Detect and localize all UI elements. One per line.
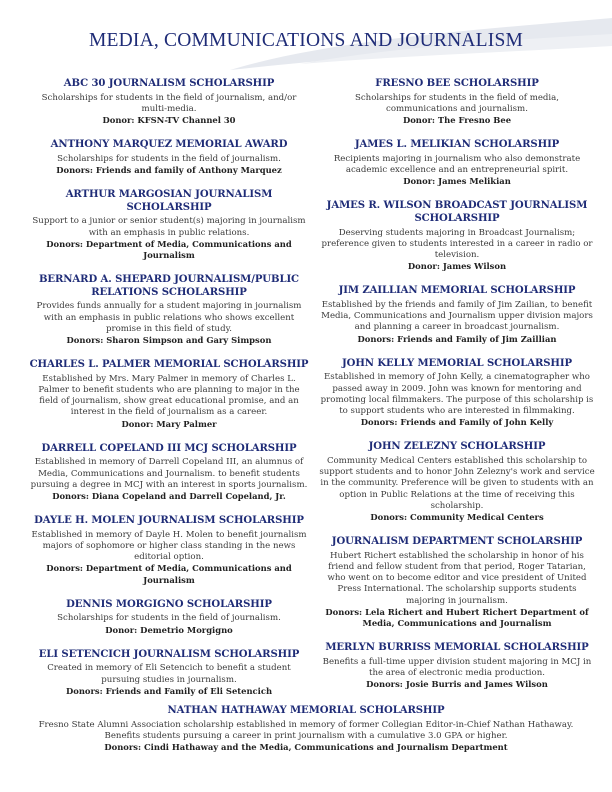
scholarship-title: MERLYN BURRISS MEMORIAL SCHOLARSHIP	[325, 642, 589, 654]
scholarship-entry	[28, 139, 310, 176]
scholarship-entry	[318, 536, 596, 629]
scholarship-description: Recipients majoring in journalism who also demonstrate academic excellence and an entrepreneurial spirit.	[333, 153, 581, 175]
scholarship-description: Provides funds annually for a student majoring in journalism with an emphasis in public relations who shows excellent promise in this field of study.	[36, 301, 302, 334]
scholarship-donor: Donors: Lela Richert and Hubert Richert Department of Media, Communications and Journalism	[325, 606, 589, 629]
scholarship-title: DARRELL COPELAND III MCJ SCHOLARSHIP	[41, 442, 297, 454]
scholarship-title: ARTHUR MARGOSIAN JOURNALISM SCHOLARSHIP	[65, 189, 273, 213]
scholarship-entry	[28, 599, 310, 636]
scholarship-description: Established by the friends and family of Jim Zailian, to benefit Media, Communications and Journalism upper division majors and planning a career in broadcast journalism.	[321, 300, 593, 333]
scholarship-donor: Donors: Diana Copeland and Darrell Copeland, Jr.	[52, 491, 286, 502]
scholarship-title: JIM ZAILLIAN MEMORIAL SCHOLARSHIP	[338, 285, 576, 297]
scholarship-donor: Donors: Josie Burris and James Wilson	[366, 679, 548, 690]
scholarship-entry	[318, 441, 596, 523]
scholarship-title: ANTHONY MARQUEZ MEMORIAL AWARD	[50, 139, 288, 151]
scholarship-entry	[28, 649, 310, 697]
bottom-entry	[36, 705, 576, 753]
scholarship-title: DAYLE H. MOLEN JOURNALISM SCHOLARSHIP	[34, 515, 304, 527]
scholarship-entry	[28, 515, 310, 586]
scholarship-donor: Donors: Sharon Simpson and Gary Simpson	[66, 335, 272, 345]
scholarship-donor: Donors: Department of Media, Communications and Journalism	[46, 563, 292, 585]
scholarship-entry	[318, 285, 596, 344]
scholarship-description: Support to a junior or senior student(s) majoring in journalism with an emphasis in public relations.	[32, 216, 306, 238]
scholarship-entry	[28, 189, 310, 261]
scholarship-donor: Donors: Friends and Family of Jim Zaillian	[357, 333, 557, 344]
scholarship-description: Fresno State Alumni Association scholarship established in memory of former Collegian Editor-in-Chief Nathan Hathaway. Benefits students pursuing a career in print journalism with a cumulative 3.0 GPA or higher.	[38, 719, 574, 741]
scholarship-description: Established in memory of Darrell Copeland III, an alumnus of Media, Communications and Journalism. to benefit students pursuing a degree in MCJ with an interest in sports journalism.	[30, 457, 308, 490]
scholarship-description: Scholarships for students in the field of journalism, and/or multi-media.	[41, 92, 297, 114]
scholarship-description: Established in memory of Dayle H. Molen to benefit journalism majors of sophomore or higher class standing in the news editorial option.	[31, 529, 307, 563]
scholarship-title: ELI SETENCICH JOURNALISM SCHOLARSHIP	[38, 648, 300, 660]
right-column	[318, 78, 596, 703]
scholarship-description: Established in memory of John Kelly, a cinematographer who passed away in 2009. John was known for mentoring and promoting local filmmakers. The purpose of this scholarship is to support students who are interested in filmmaking.	[320, 372, 594, 417]
scholarship-title: ABC 30 JOURNALISM SCHOLARSHIP	[63, 78, 275, 89]
scholarship-donor: Donors: Cindi Hathaway and the Media, Communications and Journalism Department	[104, 742, 508, 752]
scholarship-donor: Donor: James Wilson	[407, 261, 507, 272]
scholarship-donor: Donors: Friends and Family of John Kelly	[360, 417, 554, 428]
scholarship-title: CHARLES L. PALMER MEMORIAL SCHOLARSHIP	[29, 359, 309, 371]
scholarship-description: Scholarships for students in the field of journalism.	[57, 153, 281, 164]
scholarship-description: Scholarships for students in the field of journalism.	[57, 613, 281, 624]
scholarship-description: Scholarships for students in the field of media, communications and journalism.	[354, 92, 560, 114]
scholarship-donor: Donors: Community Medical Centers	[370, 512, 544, 523]
scholarship-entry	[318, 139, 596, 187]
scholarship-donor: Donor: Mary Palmer	[121, 418, 217, 429]
left-column	[28, 78, 310, 710]
scholarship-description: Deserving students majoring in Broadcast Journalism; preference given to students interested in a career in radio or television.	[321, 227, 593, 260]
scholarship-donor: Donors: Friends and Family of Eli Setencich	[65, 685, 273, 696]
scholarship-donor: Donor: James Melikian	[403, 176, 511, 187]
scholarship-entry	[28, 359, 310, 430]
scholarship-title: JOHN ZELEZNY SCHOLARSHIP	[368, 441, 546, 453]
scholarship-description: Hubert Richert established the scholarship in honor of his friend and fellow student from that period, Roger Tatarian, who went on to become editor and vice president of United Press International. The scholarship supports students majoring in journalism.	[327, 550, 587, 606]
scholarship-title: JOURNALISM DEPARTMENT SCHOLARSHIP	[331, 536, 583, 548]
scholarship-entry	[318, 200, 596, 272]
scholarship-title: JOHN KELLY MEMORIAL SCHOLARSHIP	[342, 357, 572, 369]
scholarship-entry	[318, 78, 596, 126]
scholarship-donor: Donors: Friends and family of Anthony Marquez	[56, 165, 282, 175]
scholarship-donor: Donor: KFSN-TV Channel 30	[102, 115, 236, 125]
scholarship-donor: Donors: Department of Media, Communications and Journalism	[46, 238, 292, 260]
scholarship-donor: Donor: Demetrio Morgigno	[105, 624, 233, 635]
scholarship-entry	[318, 642, 596, 690]
scholarship-title: JAMES R. WILSON BROADCAST JOURNALISM SCHOLARSHIP	[326, 200, 588, 224]
scholarship-entry	[318, 358, 596, 429]
scholarship-title: BERNARD A. SHEPARD JOURNALISM/PUBLIC RELATIONS SCHOLARSHIP	[38, 274, 299, 298]
scholarship-description: Benefits a full-time upper division student majoring in MCJ in the area of electronic media production.	[322, 656, 592, 679]
scholarship-donor: Donor: The Fresno Bee	[402, 115, 512, 125]
scholarship-title: NATHAN HATHAWAY MEMORIAL SCHOLARSHIP	[167, 705, 445, 716]
scholarship-description: Created in memory of Eli Setencich to benefit a student pursuing studies in journalism.	[47, 663, 291, 685]
page-title: MEDIA, COMMUNICATIONS AND JOURNALISM	[88, 30, 524, 51]
scholarship-entry	[28, 78, 310, 126]
scholarship-title: DENNIS MORGIGNO SCHOLARSHIP	[66, 598, 272, 610]
scholarship-description: Established by Mrs. Mary Palmer in memory of Charles L. Palmer to benefit students who are planning to major in the field of journalism, show great educational promise, and an interest in the field of journalism as a career.	[38, 373, 300, 418]
scholarship-title: FRESNO BEE SCHOLARSHIP	[375, 78, 539, 89]
scholarship-entry	[28, 274, 310, 346]
scholarship-entry	[28, 443, 310, 502]
scholarship-description: Community Medical Centers established this scholarship to support students and to honor John Zelezny's work and service in the community. Preference will be given to students with an option in Public Relations at the time of receiving this scholarship.	[319, 456, 595, 511]
scholarship-title: JAMES L. MELIKIAN SCHOLARSHIP	[354, 139, 560, 151]
